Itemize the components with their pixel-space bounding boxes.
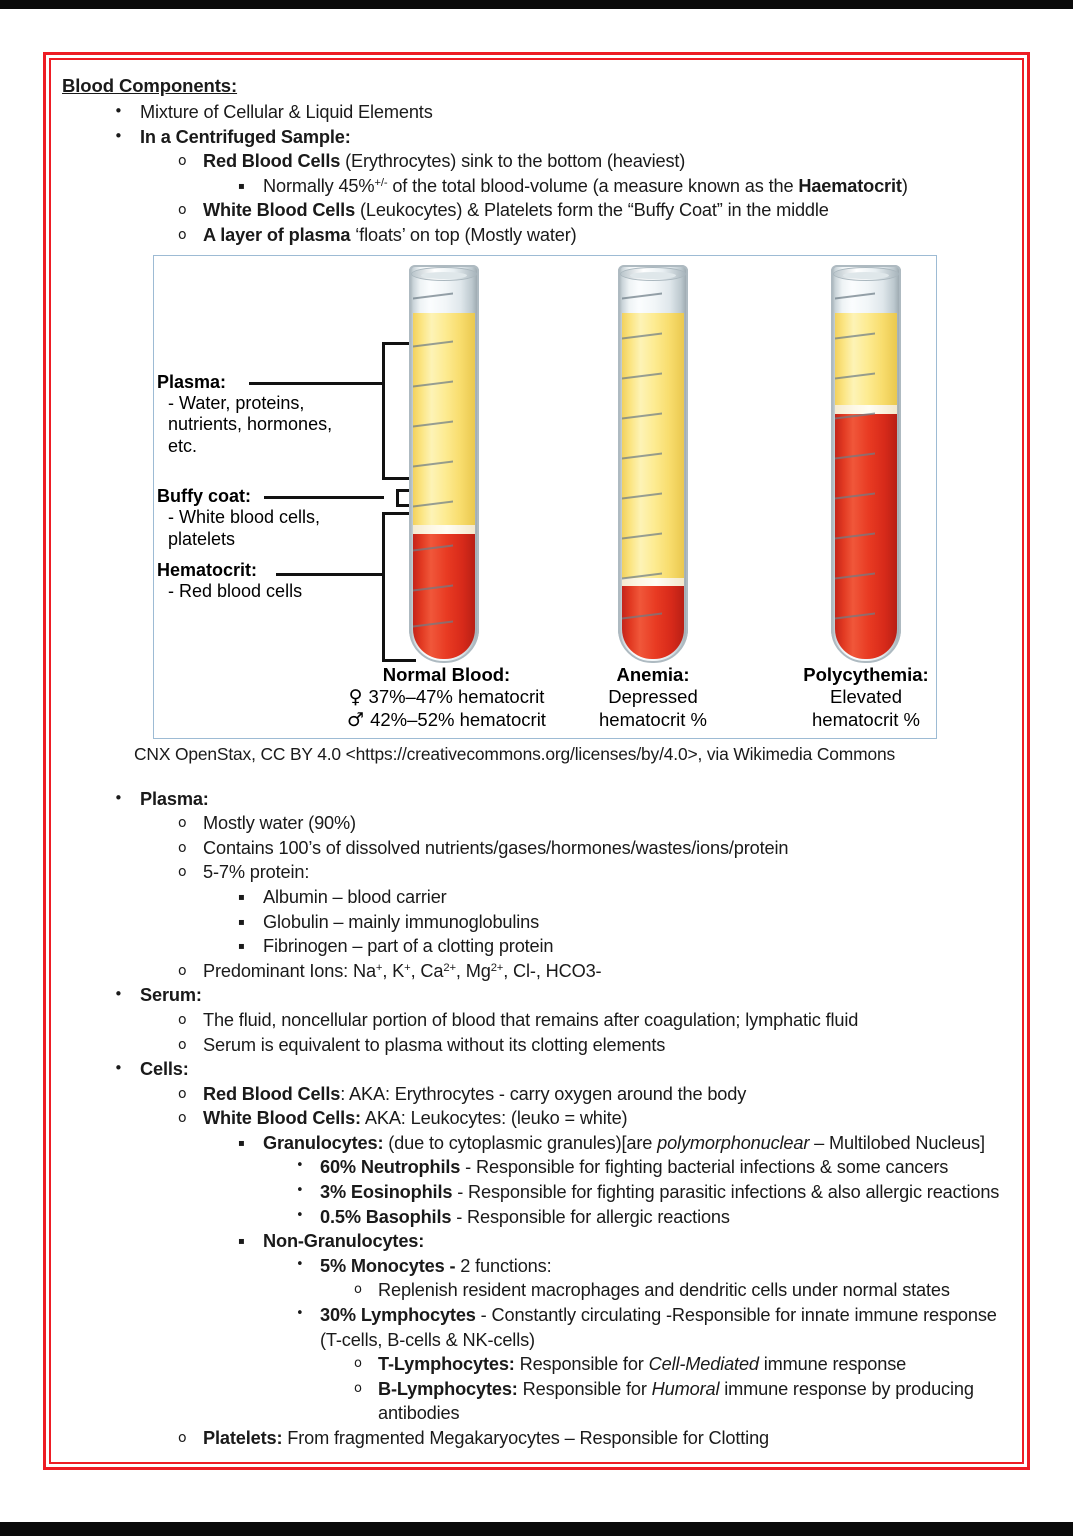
list-item-lead: 30% Lymphocytes: [320, 1305, 476, 1326]
list-item-lead: A layer of plasma: [203, 224, 351, 245]
list-item: [58, 1033, 1020, 1058]
list-item: [58, 1131, 1020, 1156]
list-item-lead: 60% Neutrophils: [320, 1157, 461, 1178]
bullet-disc-icon: •: [296, 1207, 304, 1223]
bullet-circle-icon: o: [178, 1011, 187, 1028]
red-blood-cell-layer: [622, 586, 684, 659]
plus-minus-superscript: +/-: [374, 176, 388, 189]
blood-centrifuge-figure: [153, 255, 937, 739]
list-item: [58, 1352, 1020, 1377]
tube-label-line1: Elevated: [830, 686, 902, 708]
list-item: [58, 836, 1020, 861]
bullet-circle-icon: o: [178, 226, 187, 243]
list-item-lead: Non-Granulocytes:: [263, 1231, 425, 1252]
list-item-lead: White Blood Cells: [203, 200, 356, 221]
list-item-lead: White Blood Cells:: [203, 1108, 361, 1129]
figure-legend: [157, 371, 387, 603]
tube-label-polycythemia: [782, 664, 950, 732]
ion-text: , Ca: [410, 960, 444, 981]
tube-glass: [409, 265, 479, 663]
figure-attribution: CNX OpenStax, CC BY 4.0 <https://creativecommons.org/licenses/by/4.0>, via Wikimedia Commons: [134, 743, 896, 764]
list-item-lead: Red Blood Cells: [203, 151, 341, 172]
list-item-text: ): [901, 175, 908, 196]
list-item: [58, 1229, 1020, 1254]
list-item: [58, 1057, 1020, 1082]
list-item-lead: 0.5% Basophils: [320, 1206, 452, 1227]
test-tube-normal-blood: [409, 265, 479, 663]
list-item: [58, 1106, 1020, 1131]
tube-label-normal-blood: [324, 664, 569, 732]
list-item: [58, 1082, 1020, 1107]
bullet-square-icon: ▪: [238, 1236, 245, 1248]
list-item: [58, 1377, 1020, 1426]
bullet-square-icon: ▪: [238, 891, 245, 903]
list-item-text: In a Centrifuged Sample:: [140, 126, 351, 147]
list-item-text: - Responsible for fighting bacterial infections & some cancers: [460, 1157, 949, 1178]
tube-graduation-mark: [413, 292, 453, 299]
tube-label-line2: hematocrit %: [812, 708, 920, 730]
haematocrit-term: Haematocrit: [798, 175, 902, 196]
legend-plasma-line1: - Water, proteins,: [168, 392, 305, 413]
list-item: [58, 1426, 1020, 1451]
bullet-disc-icon: •: [296, 1158, 304, 1174]
list-item: [58, 1254, 1020, 1279]
bullet-circle-icon: o: [178, 962, 187, 979]
bullet-square-icon: ▪: [238, 1137, 245, 1149]
list-item-text: Mixture of Cellular & Liquid Elements: [140, 102, 433, 122]
list-item-text: 5-7% protein:: [203, 862, 310, 883]
list-item: [58, 223, 1020, 248]
legend-buffy-line2: platelets: [168, 528, 236, 549]
document-content: [58, 75, 1020, 1451]
bullet-circle-icon: o: [178, 839, 187, 856]
tube-rim: [411, 267, 477, 281]
ion-text: , Mg: [455, 960, 491, 981]
bracket-hematocrit-vertical: [382, 512, 385, 662]
list-item-text: AKA: Leukocytes: (leuko = white): [360, 1108, 628, 1129]
list-item-text: The fluid, noncellular portion of blood that remains after coagulation; lymphatic fluid: [203, 1009, 859, 1030]
list-item-lead: 5% Monocytes -: [320, 1255, 456, 1276]
list-item: [58, 885, 1020, 910]
list-item-lead: 3% Eosinophils: [320, 1182, 453, 1203]
list-item-text: Predominant Ions: Na: [203, 960, 376, 981]
section-heading-plasma: Plasma:: [140, 788, 209, 809]
list-item-text: (Erythrocytes) sink to the bottom (heaviest): [340, 151, 686, 172]
tube-rim-inner: [421, 272, 467, 279]
tube-label-title: Polycythemia:: [803, 663, 929, 685]
list-item: [58, 1180, 1020, 1205]
list-item-lead: Red Blood Cells: [203, 1083, 341, 1104]
buffy-coat-layer: [835, 405, 897, 414]
list-item: [58, 100, 1020, 125]
list-item-text: (due to cytoplasmic granules)[are: [383, 1132, 658, 1153]
tube-label-line2: hematocrit %: [599, 708, 707, 730]
list-item-text: Normally 45%: [263, 175, 375, 196]
leader-line-hematocrit: [276, 573, 384, 576]
bullet-disc-icon: •: [296, 1256, 304, 1272]
page-title: Blood Components:: [62, 75, 238, 96]
plasma-layer: [835, 313, 897, 405]
ion-charge-sup: +: [375, 961, 383, 974]
list-item: [58, 1278, 1020, 1303]
list-item-text: Fibrinogen – part of a clotting protein: [263, 936, 554, 957]
bullet-disc-icon: •: [114, 126, 123, 145]
list-item-text: Serum is equivalent to plasma without its clotting elements: [203, 1034, 666, 1055]
list-item: [58, 787, 1020, 812]
tube-graduation-mark: [622, 292, 662, 299]
tube-label-line1: Depressed: [608, 686, 698, 708]
bullet-circle-icon: o: [178, 815, 187, 832]
legend-spacer: [157, 550, 387, 559]
list-item-text: Contains 100’s of dissolved nutrients/gases/hormones/wastes/ions/protein: [203, 837, 789, 858]
list-item-lead: T-Lymphocytes:: [378, 1354, 515, 1375]
tube-rim-inner: [630, 272, 676, 279]
list-item-text: From fragmented Megakaryocytes – Responsible for Clotting: [282, 1428, 770, 1448]
red-blood-cell-layer: [413, 534, 475, 659]
test-tube-polycythemia: [831, 265, 901, 663]
list-item-text: Replenish resident macrophages and dendritic cells under normal states: [378, 1280, 950, 1301]
bullet-square-icon: ▪: [238, 180, 245, 192]
bullet-circle-icon: o: [178, 153, 187, 170]
ion-charge-sup: +: [404, 961, 411, 974]
tube-graduation-mark: [835, 292, 875, 299]
tube-rim: [833, 267, 899, 281]
polymorphonuclear-italic: polymorphonuclear: [657, 1132, 810, 1153]
bullet-circle-icon: o: [178, 1085, 187, 1102]
tube-label-title: Anemia:: [616, 663, 690, 685]
list-item-text: Albumin – blood carrier: [263, 886, 447, 907]
list-item: [58, 174, 1020, 199]
bullet-circle-icon: o: [178, 1430, 187, 1446]
bullet-square-icon: ▪: [238, 916, 245, 928]
male-hematocrit-row: [324, 709, 569, 732]
bullet-disc-icon: •: [114, 102, 123, 120]
list-item: [58, 198, 1020, 223]
list-item: [58, 860, 1020, 885]
bullet-circle-icon: o: [178, 202, 187, 219]
list-item-lead: B-Lymphocytes:: [378, 1378, 518, 1399]
legend-plasma-line2: nutrients, hormones,: [168, 414, 333, 435]
list-item-text: Globulin – mainly immunoglobulins: [263, 911, 540, 932]
legend-buffy-line1: - White blood cells,: [168, 507, 321, 528]
mars-male-icon: ♂: [347, 708, 365, 731]
list-item-text: of the total blood-volume (a measure known as the: [387, 175, 799, 196]
document-page: [0, 9, 1073, 1522]
tube-rim: [620, 267, 686, 281]
bullet-square-icon: ▪: [238, 941, 245, 953]
female-hematocrit-value: 37%–47% hematocrit: [368, 686, 545, 708]
section-heading-serum: Serum:: [140, 985, 202, 1006]
list-item-text: - Responsible for allergic reactions: [451, 1206, 730, 1227]
bullet-circle-icon: o: [354, 1356, 362, 1372]
leader-line-buffy: [264, 496, 384, 499]
legend-plasma-title: Plasma:: [157, 371, 227, 392]
ion-charge-sup: 2+: [443, 961, 456, 974]
legend-hematocrit-title: Hematocrit:: [157, 560, 258, 581]
bullet-disc-icon: •: [296, 1183, 304, 1199]
list-item-text: immune response by producing antibodies: [378, 1378, 974, 1424]
ion-text: , K: [382, 960, 405, 981]
bracket-plasma-vertical: [382, 342, 385, 480]
tube-glass: [831, 265, 901, 663]
leader-line-plasma: [249, 382, 384, 385]
cell-mediated-italic: Cell-Mediated: [648, 1354, 759, 1375]
section-heading-cells: Cells:: [140, 1059, 189, 1080]
list-item-lead: Platelets:: [203, 1428, 283, 1448]
tube-label-anemia: [573, 664, 733, 732]
bullet-circle-icon: o: [178, 864, 187, 881]
list-item: [58, 1155, 1020, 1180]
tube-rim-inner: [843, 272, 889, 279]
legend-plasma-line3: etc.: [168, 435, 198, 456]
test-tube-anemia: [618, 265, 688, 663]
list-item-text: ‘floats’ on top (Mostly water): [350, 224, 577, 245]
list-item-text: – Multilobed Nucleus]: [809, 1132, 985, 1153]
list-item: [58, 910, 1020, 935]
bullet-circle-icon: o: [178, 1110, 187, 1127]
bullet-disc-icon: •: [114, 1059, 123, 1078]
list-item-text: : AKA: Erythrocytes - carry oxygen around the body: [340, 1083, 747, 1104]
list-item: [58, 811, 1020, 836]
section-spacer: [58, 765, 1020, 787]
list-item-text: - Constantly circulating -Responsible for innate immune response (T-cells, B-cells & NK-cells): [320, 1305, 997, 1350]
list-item: [58, 1205, 1020, 1230]
list-item-text: immune response: [758, 1354, 907, 1375]
bullet-disc-icon: •: [114, 985, 123, 1004]
list-item-text: (Leukocytes) & Platelets form the “Buffy Coat” in the middle: [355, 200, 829, 221]
legend-buffy-title: Buffy coat:: [157, 486, 251, 507]
buffy-coat-layer: [413, 525, 475, 534]
list-item-text: Responsible for: [517, 1378, 652, 1399]
bullet-circle-icon: o: [354, 1380, 362, 1396]
top-black-bar: [0, 0, 1073, 9]
list-item-lead: Granulocytes:: [263, 1132, 384, 1153]
list-item-text: 2 functions:: [455, 1255, 552, 1276]
ion-charge-sup: 2+: [490, 961, 504, 974]
list-item-text: Responsible for: [514, 1354, 649, 1375]
list-item: [58, 1303, 1020, 1352]
bullet-disc-icon: •: [114, 788, 123, 807]
tube-glass: [618, 265, 688, 663]
ion-text: , Cl-, HCO3-: [503, 960, 602, 981]
list-item-predominant-ions: [58, 959, 1020, 984]
legend-spacer: [157, 457, 387, 485]
list-item: [58, 125, 1020, 150]
male-hematocrit-value: 42%–52% hematocrit: [370, 708, 546, 730]
bottom-black-bar: [0, 1522, 1073, 1536]
female-hematocrit-row: [324, 686, 569, 709]
humoral-italic: Humoral: [651, 1378, 720, 1399]
list-item-text: Mostly water (90%): [203, 813, 356, 834]
buffy-coat-layer: [622, 578, 684, 586]
bullet-disc-icon: •: [296, 1306, 304, 1322]
venus-female-icon: ♀: [348, 686, 363, 709]
list-item: [58, 149, 1020, 174]
bullet-circle-icon: o: [178, 1036, 187, 1053]
list-item: [58, 934, 1020, 959]
list-item-text: - Responsible for fighting parasitic infections & also allergic reactions: [452, 1182, 1000, 1203]
tube-label-title: Normal Blood:: [382, 663, 511, 685]
legend-hematocrit-line1: - Red blood cells: [168, 581, 303, 602]
bullet-circle-icon: o: [354, 1282, 362, 1298]
list-item: [58, 1008, 1020, 1033]
list-item: [58, 983, 1020, 1008]
